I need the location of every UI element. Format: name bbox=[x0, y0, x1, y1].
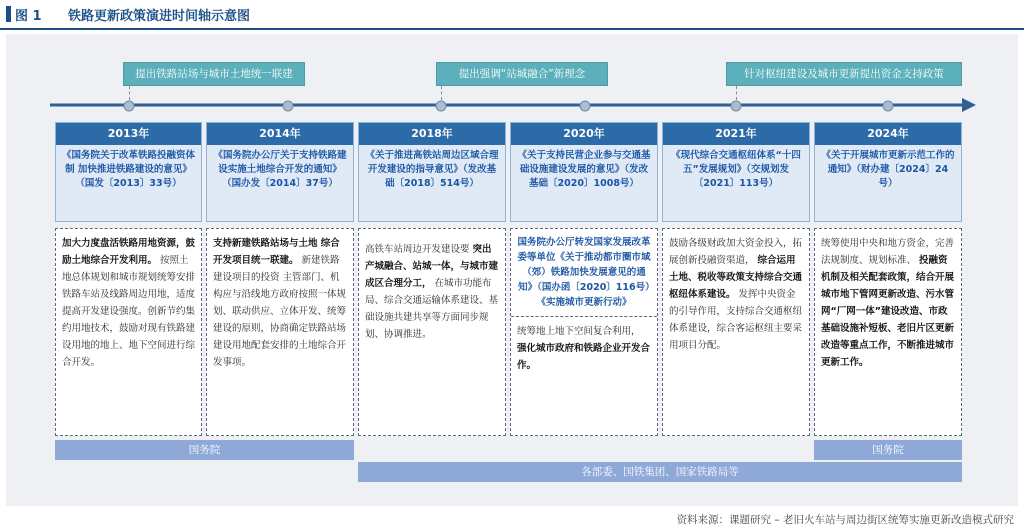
year-label: 2024年 bbox=[815, 123, 961, 145]
content-text: 统筹使用中央和地方资金，完善法规制度、规划标准、 bbox=[821, 238, 955, 266]
year-card-2013 bbox=[55, 122, 202, 222]
callout-2018: 提出强调“站城融合”新理念 bbox=[436, 62, 608, 86]
callout-stem bbox=[736, 86, 737, 100]
figure-number: 图 1 bbox=[15, 9, 42, 24]
timeline-node bbox=[283, 101, 293, 111]
authority-state-council: 国务院 bbox=[55, 440, 354, 460]
timeline-node bbox=[731, 101, 741, 111]
content-policy-list: 国务院办公厅转发国家发展改革委等单位《关于推动都市圈市域（郊）铁路加快发展意见的通知》（国办函〔2020〕116号）《实施城市更新行动》 bbox=[517, 237, 651, 308]
content-text: 在城市功能布局、综合交通运输体系建设、基础设施共建共享等方面同步规划、协调推进。 bbox=[365, 278, 499, 340]
content-2013 bbox=[55, 228, 202, 436]
figure-title: 铁路更新政策演进时间轴示意图 bbox=[68, 9, 251, 24]
callout-stem bbox=[129, 86, 130, 100]
content-text: 高铁车站周边开发建设要 bbox=[365, 244, 470, 255]
year-card-2018 bbox=[358, 122, 506, 222]
timeline-node bbox=[124, 101, 134, 111]
callout-2021: 针对枢纽建设及城市更新提出资金支持政策 bbox=[726, 62, 962, 86]
content-highlight: 综合运用土地、税收等政策支持综合交通枢纽体系建设。 bbox=[669, 255, 803, 300]
year-label: 2018年 bbox=[359, 123, 505, 145]
content-text: 统筹地上地下空间复合利用， bbox=[517, 326, 641, 337]
content-text: 新建铁路建设项目的投资 主管部门、机构应与沿线地方政府按照一体规划、联动供应、立体开发、统筹建设的原则，协商确定铁路站场建设用地配套安排的土地综合开发事项。 bbox=[213, 255, 347, 368]
content-highlight: 加大力度盘活铁路用地资源，鼓励土地综合开发利用。 bbox=[62, 238, 196, 266]
timeline-node bbox=[436, 101, 446, 111]
year-label: 2021年 bbox=[663, 123, 809, 145]
year-label: 2014年 bbox=[207, 123, 353, 145]
callout-2013: 提出铁路站场与城市土地统一联建 bbox=[123, 62, 305, 86]
content-text: 鼓励各级财政加大资金投入，拓展创新投融资渠道， bbox=[669, 238, 803, 266]
timeline-arrowhead bbox=[962, 98, 976, 112]
content-2020 bbox=[510, 228, 658, 436]
authority-state-council: 国务院 bbox=[814, 440, 962, 460]
policy-document: 《关于支持民营企业参与交通基础设施建设发展的意见》（发改基础〔2020〕1008号） bbox=[517, 150, 651, 189]
content-highlight: 投融资机制及相关配套政策，结合开展城市地下管网更新改造、污水管网“厂网一体”建设改造、市政基础设施补短板、老旧片区更新改造等重点工作，不断推进城市更新工作。 bbox=[821, 255, 955, 368]
policy-document: 《关于推进高铁站周边区域合理开发建设的指导意见》（发改基础〔2018〕514号） bbox=[365, 150, 499, 189]
source-note: 资料来源：课题研究 – 老旧火车站与周边街区统筹实施更新改造模式研究 bbox=[676, 514, 1014, 526]
year-card-2021 bbox=[662, 122, 810, 222]
authority-ministries: 各部委、国铁集团、国家铁路局等 bbox=[358, 462, 962, 482]
callout-stem bbox=[441, 86, 442, 100]
timeline-node bbox=[883, 101, 893, 111]
year-label: 2020年 bbox=[511, 123, 657, 145]
content-divider bbox=[511, 316, 657, 317]
year-card-2024 bbox=[814, 122, 962, 222]
year-label: 2013年 bbox=[56, 123, 201, 145]
content-2014 bbox=[206, 228, 354, 436]
policy-document: 《现代综合交通枢纽体系“十四五”发展规划》（交规划发〔2021〕113号） bbox=[671, 150, 801, 189]
policy-document: 《关于开展城市更新示范工作的通知》（财办建〔2024〕24号） bbox=[821, 150, 955, 189]
content-text: 按照土地总体规划和城市规划统筹安排铁路车站及线路周边用地，适度提高开发建设强度。创新节约集约用地技术，鼓励对现有铁路建设用地的地上、地下空间进行综合开发。 bbox=[62, 255, 196, 368]
year-card-2014 bbox=[206, 122, 354, 222]
policy-document: 《国务院关于改革铁路投融资体制 加快推进铁路建设的意见》（国发〔2013〕33号） bbox=[62, 150, 196, 189]
content-2018 bbox=[358, 228, 506, 436]
content-text: 发挥中央资金的引导作用，支持综合交通枢纽体系建设，综合客运枢纽主要采用项目分配。 bbox=[669, 289, 803, 351]
content-highlight: 强化城市政府和铁路企业开发合作。 bbox=[517, 343, 651, 371]
content-2024 bbox=[814, 228, 962, 436]
content-highlight: 支持新建铁路站场与土地 综合开发项目统一联建。 bbox=[213, 238, 340, 266]
timeline-node bbox=[580, 101, 590, 111]
policy-document: 《国务院办公厅关于支持铁路建设实施土地综合开发的通知》（国办发〔2014〕37号） bbox=[213, 150, 347, 189]
content-2021 bbox=[662, 228, 810, 436]
year-card-2020 bbox=[510, 122, 658, 222]
content-highlight: 突出产城融合、站城一体，与城市建成区合理分工， bbox=[365, 244, 499, 289]
